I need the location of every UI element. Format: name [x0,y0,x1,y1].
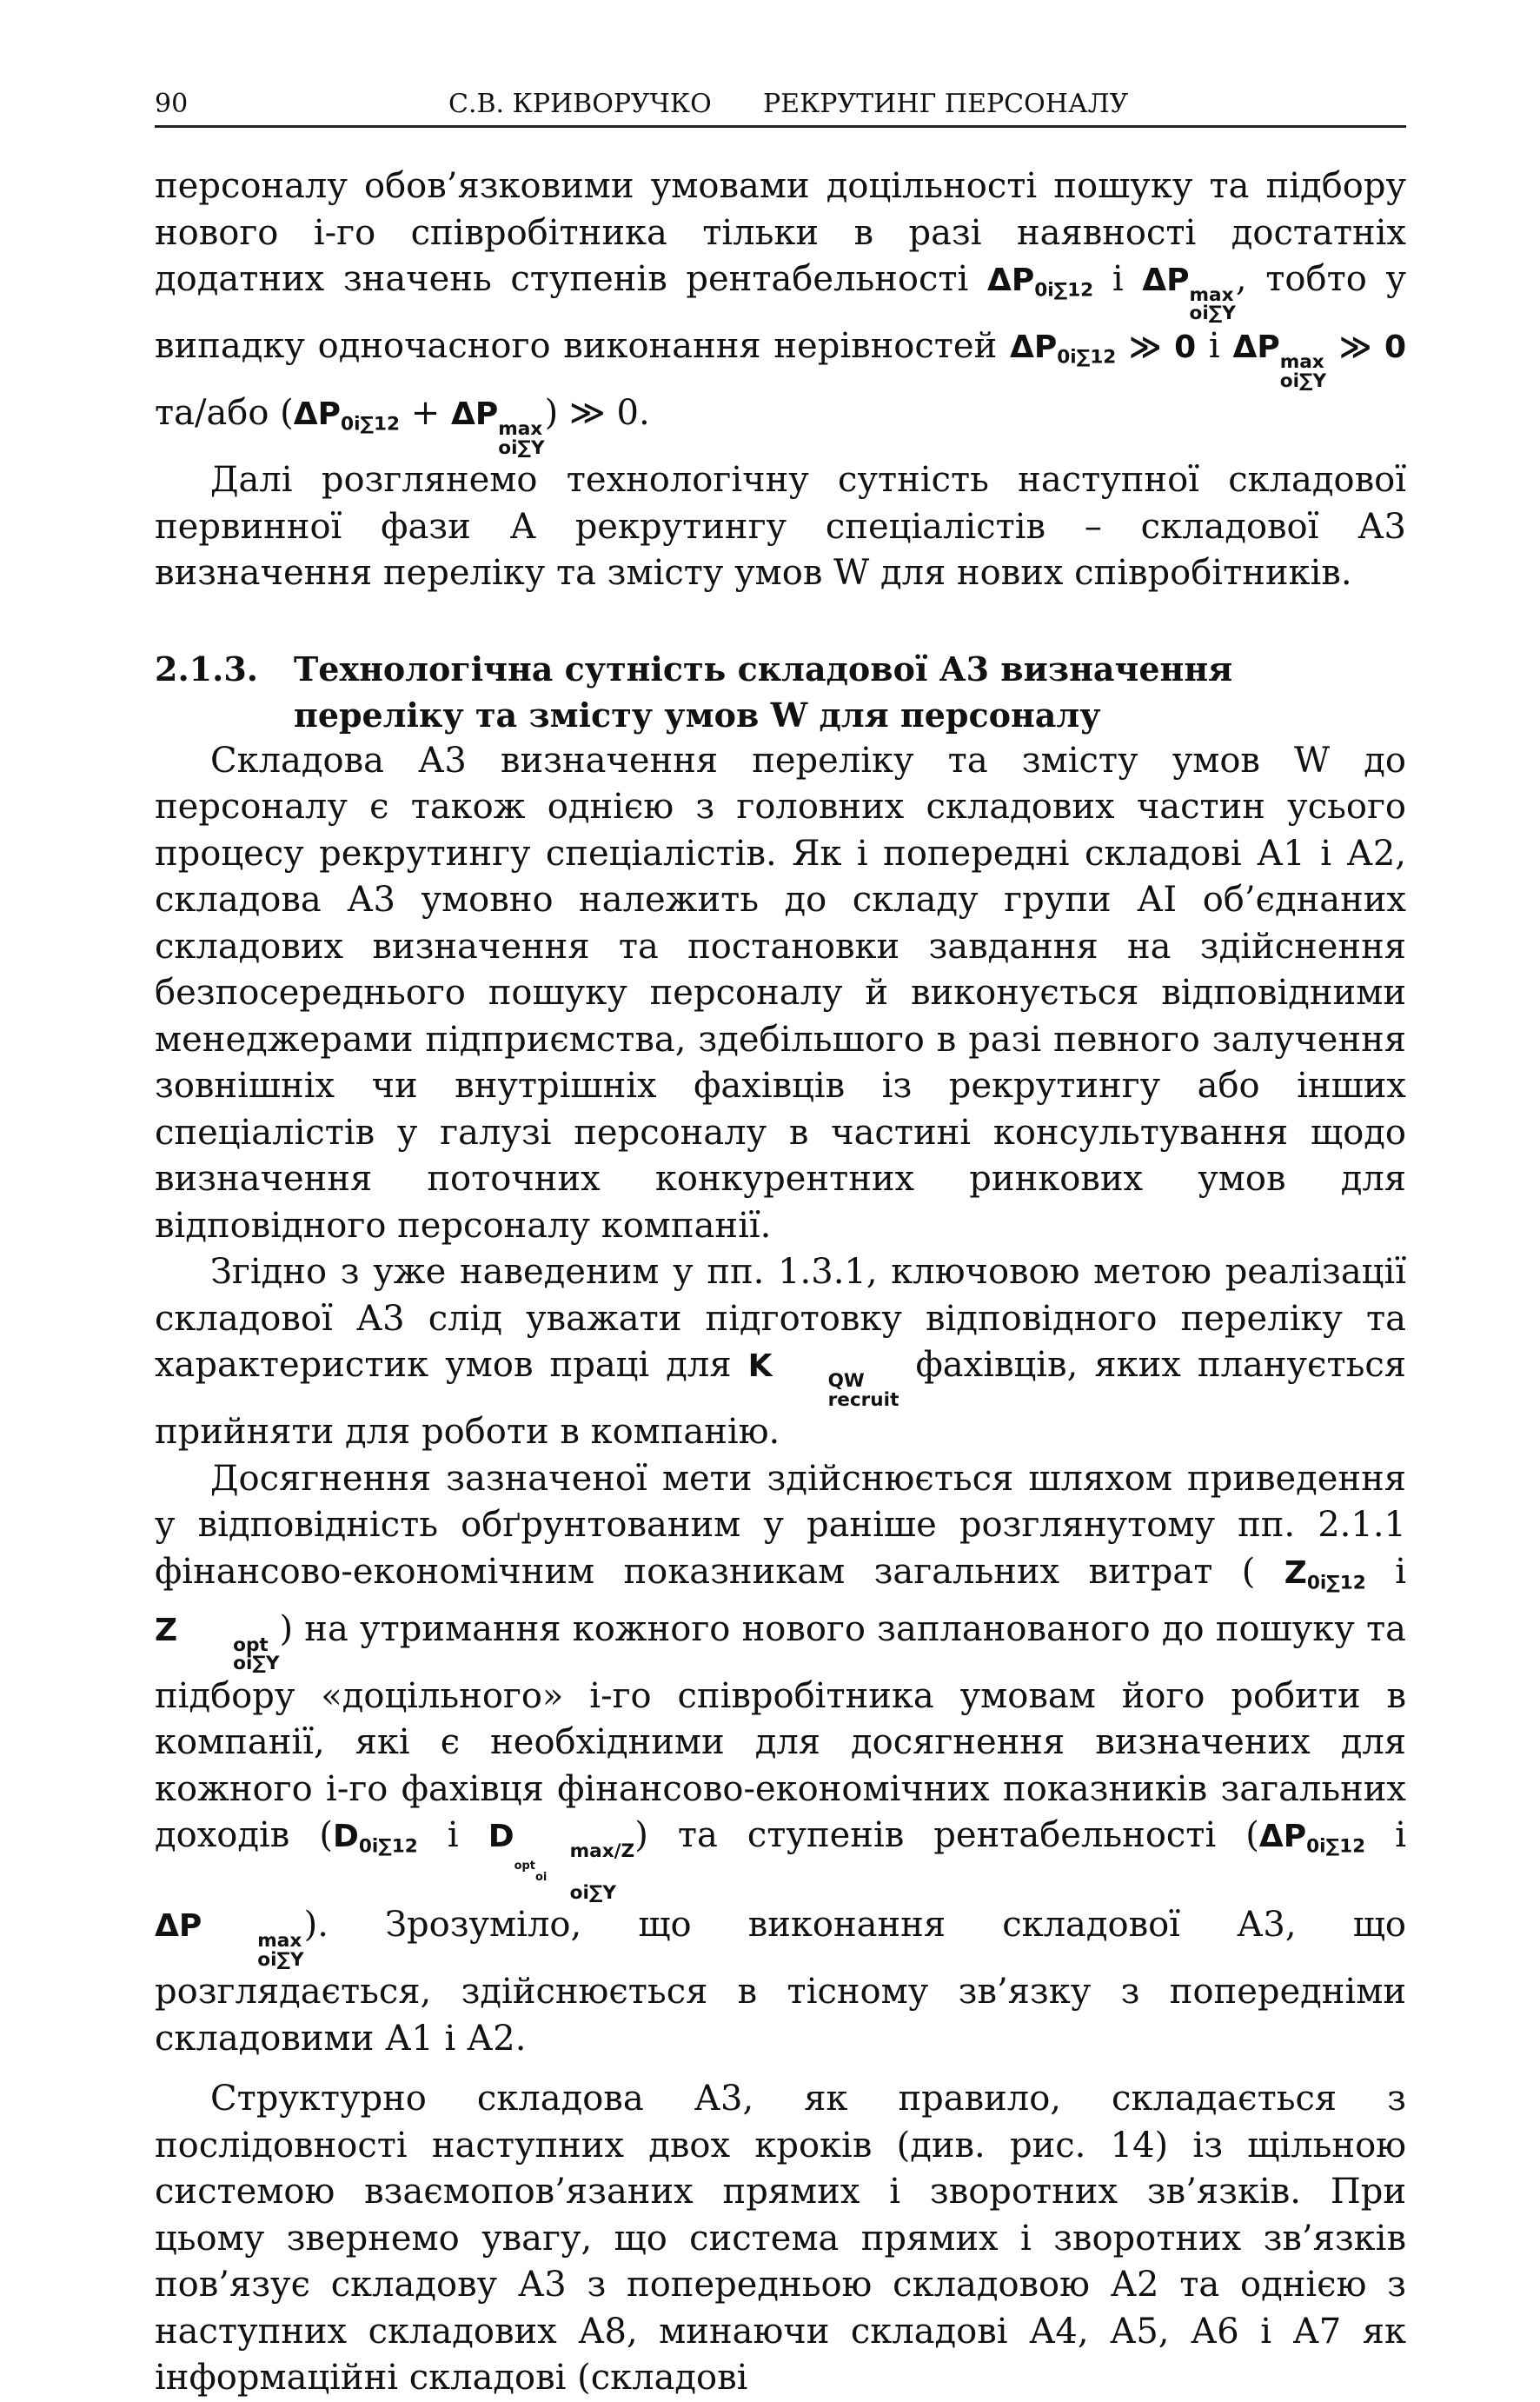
formula-sum: $\Delta P_{0i\sum 12}$ [293,396,401,436]
page-number: 90 [155,89,189,119]
formula-z-opt: Z opt oi∑Y [155,1612,280,1675]
paragraph-a3-definition: Складова А3 визначення переліку та змісту умов W до персоналу є також однією з головних складових частин усього процесу рекрутингу спеціалістів. Як і попередні складові А1 і А2, складова А3 умовно належить до складу групи АІ об’єднаних складових визначення та постановки завдання на здійснення безпосереднього пошуку персоналу й виконується відповідними менеджерами підприємства, здебільшого в разі певного залучення зовнішніх чи внутрішніх фахівців із рекрутингу або інших спеціалістів у галузі персоналу в частині консультування щодо визначення поточних конкурентних ринкових умов для відповідного персоналу компанії. [155,740,1406,1246]
page-body [155,163,1406,2402]
paragraph-a3-structure: Структурно складова А3, як правило, складається з послідовності наступних двох кроків (див. рис. 14) із щільною системою взаємопов’язаних прямих і зворотних зв’язків. При цьому звернемо увагу, що система прямих і зворотних зв’язків пов’язує складову А3 з попередньою складовою А2 та однією з наступних складових А8, минаючи складові А4, А5, А6 і А7 як інформаційні складові (складові [155,2079,1406,2399]
formula-inequality-2: ΔP max oi∑Y ≫ 0 [1232,329,1407,392]
formula-k-recruit: K QW recruit [747,1348,899,1411]
formula-sum-max: ΔP max oi∑Y [450,396,545,459]
formula-delta-p-max-2: ΔP max oi∑Y [155,1908,304,1971]
paragraph-continuation: персоналу обов’язковими умовами доцільності пошуку та підбору нового і-го співробітника тільки в разі наявності достатніх додатних значень ступенів рентабельності $\Delta P_{0i\sum 12}$ і ΔP max oi∑Y , тобто у випадку одночасного виконання нерівностей $\Delta P_{0i\sum 12}$ ≫ 0 і ΔP max oi∑Y ≫ 0 та/або ($\Delta P_{0i\sum 12} + \Delta P$ max oi∑Y ) ≫ 0. [155,166,1407,459]
section-heading [155,646,1406,738]
formula-delta-p: $\Delta P_{0i\sum 12}$ [986,263,1094,302]
formula-delta-p-2: $\Delta P_{0i\sum 12}$ [1258,1819,1366,1858]
header-author: С.В. КРИВОРУЧКО [448,89,712,119]
formula-z: $Z_{0i\sum 12}$ [1284,1554,1366,1594]
paragraph-intro-a3: Далі розглянемо технологічну сутність наступної складової первинної фази А рекрутингу спеціалістів – складової А3 визначення переліку та змісту умов W для нових співробітників. [155,460,1406,594]
header-book-title: РЕКРУТИНГ ПЕРСОНАЛУ [763,89,1129,119]
paragraph-a3-method: Досягнення зазначеної мети здійснюється шляхом приведення у відповідність обґрунтованим у раніше розглянутому пп. 2.1.1 фінансово-економічним показникам загальних витрат ( $Z_{0i\sum 12}$ і Z opt oi∑Y ) на утримання кожного нового запланованого до пошуку та підбору «доцільного» і-го співробітника умовам його робити в компанії, які є необхідними для досягнення визначених для кожного і-го фахівця фінансово-економічних показників загальних доходів ($D_{0i\sum 12}$ і D max/Z $^{opt}_{oi}$ oi∑Y ) та ступенів рентабельності ($\Delta P_{0i\sum 12}$ і ΔP max oi∑Y ). Зрозуміло, що виконання складової А3, що розглядається, здійснюється в тісному зв’язку з попередніми складовими А1 і А2. [155,1458,1406,2059]
formula-inequality-1: $\Delta P_{0i\sum 12}$ ≫ 0 [1010,329,1197,369]
running-header [155,85,1406,128]
formula-delta-p-max: ΔP max oi∑Y [1142,263,1236,325]
section-number: 2.1.3. [155,649,259,689]
formula-d-max: D max/Z $^{opt}_{oi}$ oi∑Y [488,1819,635,1904]
section-title: Технологічна сутність складової А3 визначення переліку та змісту умов W для персоналу [294,649,1233,735]
paragraph-a3-goal: Згідно з уже наведеним у пп. 1.3.1, ключовою метою реалізації складової А3 слід уважати підготовку відповідного переліку та характеристик умов праці для K QW recruit фахівців, яких планується прийняти для роботи в компанію. [155,1252,1406,1453]
formula-d: $D_{0i\sum 12}$ [332,1819,418,1858]
